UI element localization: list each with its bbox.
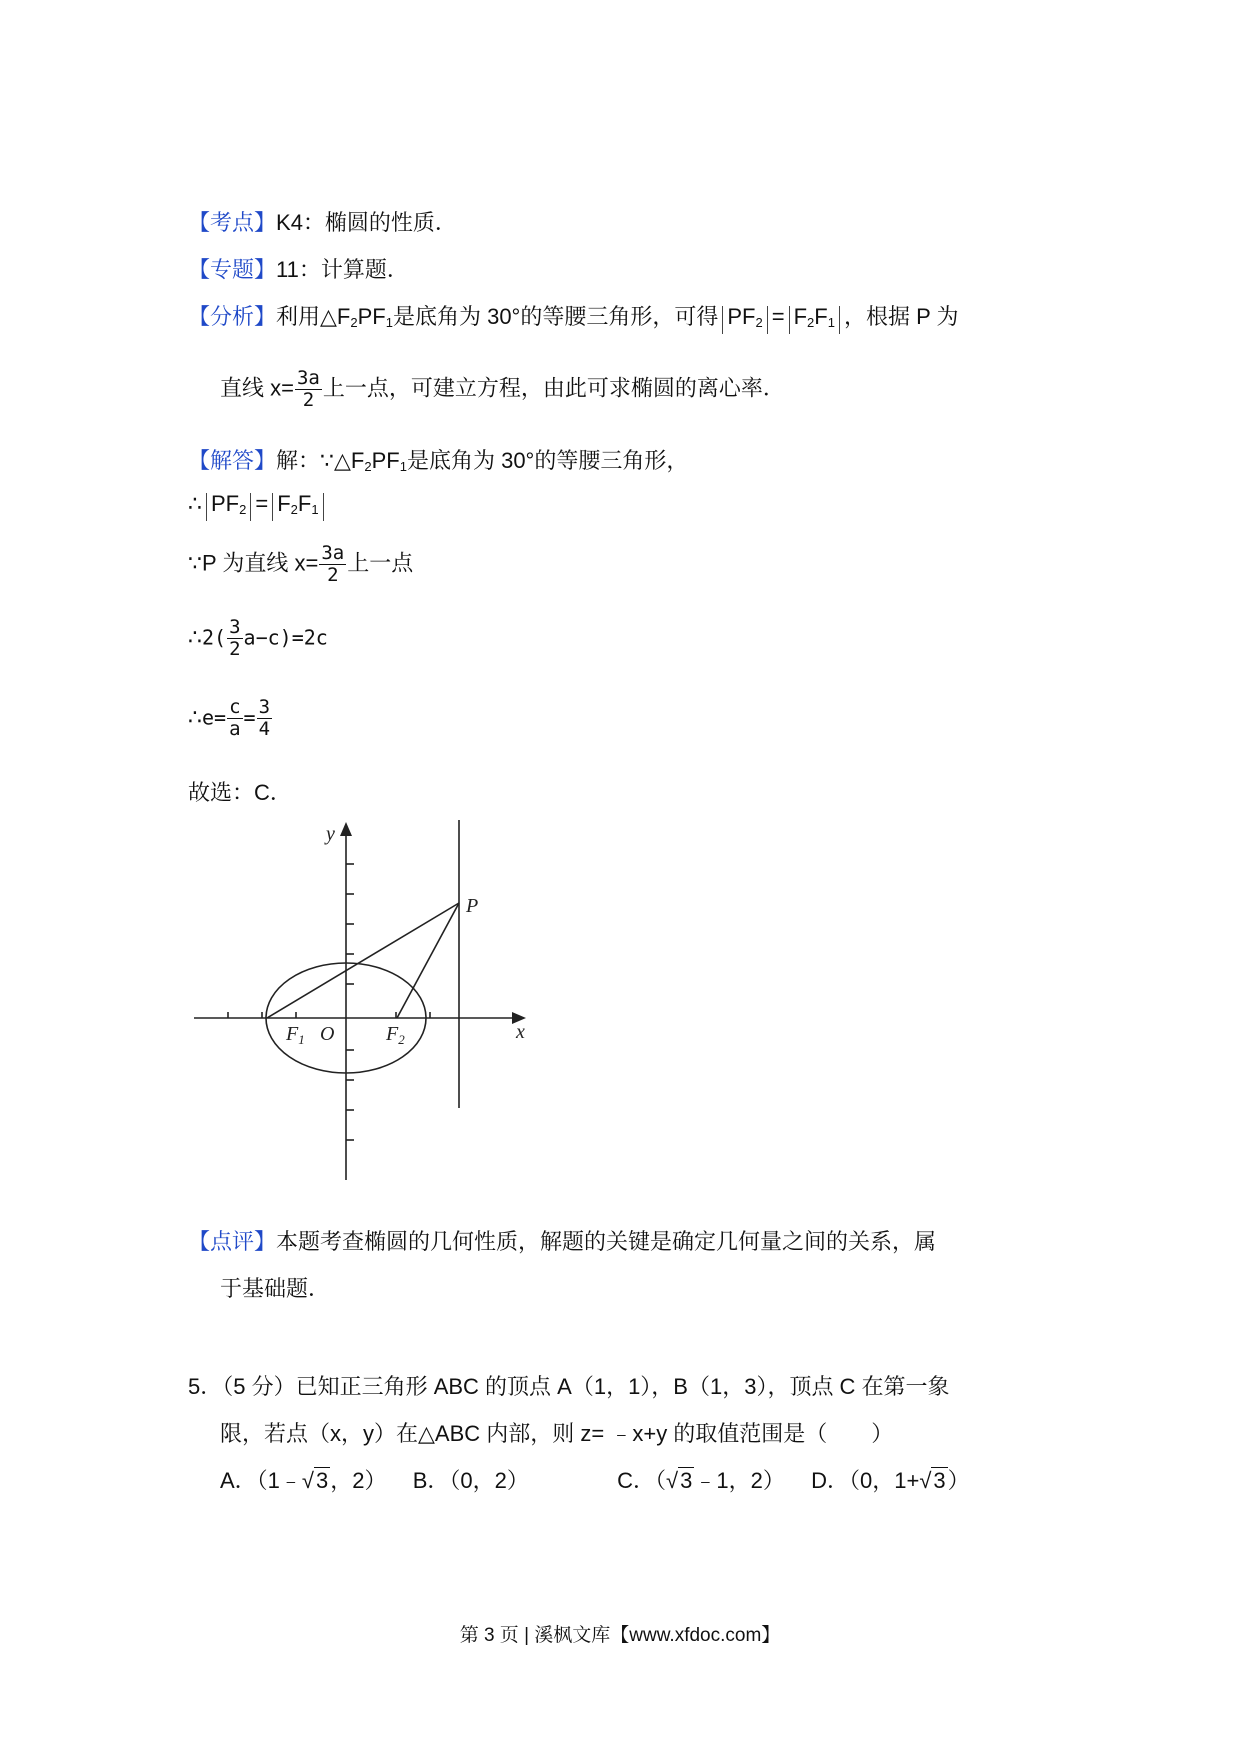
jieda-l5-num1: c (229, 696, 241, 718)
fenxi-frac-num: 3a (296, 367, 320, 389)
q5-line-1 (188, 1370, 950, 1401)
jieda-l1-pre: 解：∵△F (276, 448, 365, 473)
q5-option-d-pre: D．（0，1+ (811, 1468, 920, 1493)
q5-option-b: B．（0，2） (412, 1468, 529, 1493)
jieda-l5-den2: 4 (258, 718, 271, 740)
jieda-l2-b2-sub: 1 (311, 502, 319, 517)
jieda-l3-pre: ∵P 为直线 x= (188, 550, 319, 576)
point-p-label: P (466, 895, 479, 917)
jieda-l2-a: PF (211, 491, 240, 516)
fenxi-eq: = (771, 304, 785, 329)
jieda-l5-num2: 3 (258, 696, 271, 718)
jieda-l2-b1: F (277, 491, 291, 516)
y-axis-label: y (326, 823, 335, 845)
jieda-l2-b2: F (297, 491, 312, 516)
jieda-l4-pre: ∴ (188, 624, 202, 650)
fenxi-abs2a: F (793, 304, 808, 329)
fenxi-frac-den: 2 (302, 389, 315, 411)
jieda-l1-mid: PF (371, 448, 400, 473)
x-axis-label: x (516, 1021, 525, 1043)
q5-option-a-post: ，2） (330, 1468, 387, 1493)
jieda-l5-eq: = (243, 705, 256, 730)
zhuanti-text: 11：计算题． (276, 257, 409, 282)
fenxi-tag: 【分析】 (188, 304, 277, 329)
q5-stem-1: 5．（5 分）已知正三角形 ABC 的顶点 A（1，1），B（1，3），顶点 C 在第一象 (188, 1374, 950, 1399)
jieda-answer: 故选：C． (188, 780, 292, 805)
fenxi-text-4: ，根据 P 为 (843, 304, 959, 329)
fenxi-abs2b: F (814, 304, 828, 329)
fenxi-abs1-sub: 2 (755, 315, 763, 330)
y-ticks (346, 864, 354, 1140)
q5-option-a-pre: A．（1﹣ (220, 1468, 302, 1493)
fenxi-text-1: 利用△F (276, 304, 351, 329)
fenxi-line2-pre: 直线 x= (220, 375, 294, 401)
jieda-l5-den1: a (229, 718, 241, 740)
q5-option-a-rad: 3 (316, 1468, 329, 1493)
kaodian-text: K4：椭圆的性质． (276, 210, 457, 235)
fenxi-line2-post: 上一点，可建立方程，由此可求椭圆的离心率． (322, 375, 785, 401)
f1-label: $F_1$ (286, 1023, 305, 1047)
fenxi-abs2b-sub: 1 (827, 315, 835, 330)
q5-option-d (811, 1468, 970, 1493)
jieda-l3-den: 2 (327, 564, 339, 586)
fenxi-text-3: 是底角为 30°的等腰三角形，可得 (392, 304, 719, 329)
jieda-l4-num: 3 (229, 616, 241, 638)
jieda-l1-sub1: 2 (364, 459, 372, 474)
fenxi-sub-2: 1 (385, 315, 393, 330)
dianping-text-2: 于基础题． (220, 1276, 331, 1301)
fenxi-sub-1: 2 (350, 315, 358, 330)
jieda-l5-a: e= (202, 705, 227, 730)
q5-options (220, 1464, 970, 1495)
q5-option-c-rad: 3 (680, 1468, 693, 1493)
segment-f1-p (267, 903, 459, 1018)
jieda-l2-eq: = (255, 491, 269, 516)
dianping-tag: 【点评】 (188, 1229, 277, 1254)
segment-f2-p (397, 903, 459, 1018)
y-axis-arrow (340, 822, 352, 836)
jieda-l2-pre: ∴ (188, 491, 202, 516)
jieda-l1-post: 是底角为 30°的等腰三角形， (406, 448, 689, 473)
dianping-line-1 (188, 1225, 936, 1256)
q5-stem-2: 限，若点（x，y）在△ABC 内部，则 z= ﹣x+y 的取值范围是（ ） (220, 1421, 894, 1446)
fenxi-abs1-text: PF (727, 304, 756, 329)
q5-line-2 (220, 1417, 893, 1448)
zhuanti-tag: 【专题】 (188, 257, 277, 282)
dianping-text-1: 本题考查椭圆的几何性质，解题的关键是确定几何量之间的关系，属 (276, 1229, 937, 1254)
origin-label: O (320, 1023, 335, 1045)
f2-label: $F_2$ (386, 1023, 405, 1047)
q5-option-a (220, 1468, 387, 1493)
jieda-l4-b: a−c)=2c (243, 625, 328, 650)
footer-text: 第 3 页 | 溪枫文库【www.xfdoc.com】 (459, 1625, 781, 1646)
jieda-l2-b1-sub: 2 (290, 502, 298, 517)
sqrt-icon: √3 (666, 1468, 693, 1493)
kaodian-tag: 【考点】 (188, 210, 277, 235)
sqrt-icon: √3 (919, 1468, 946, 1493)
q5-option-d-rad: 3 (933, 1468, 946, 1493)
jieda-l3-post: 上一点 (347, 550, 414, 576)
fenxi-abs2a-sub: 2 (807, 315, 815, 330)
jieda-l5-pre: ∴ (188, 704, 202, 730)
jieda-tag: 【解答】 (188, 448, 277, 473)
q5-option-c-post: ﹣1，2） (694, 1468, 785, 1493)
fenxi-text-2: PF (357, 304, 386, 329)
dianping-line-2 (220, 1272, 330, 1303)
jieda-l3-num: 3a (321, 542, 345, 564)
jieda-l1-sub2: 1 (399, 459, 407, 474)
jieda-l4-a: 2( (202, 625, 227, 650)
q5-option-d-post: ） (947, 1468, 970, 1493)
q5-option-c-pre: C．（ (617, 1468, 667, 1493)
jieda-l4-den: 2 (229, 638, 241, 660)
page-footer (0, 1620, 1240, 1647)
sqrt-icon: √3 (301, 1468, 329, 1493)
jieda-l2-a-sub: 2 (239, 502, 247, 517)
q5-option-c (617, 1468, 785, 1493)
